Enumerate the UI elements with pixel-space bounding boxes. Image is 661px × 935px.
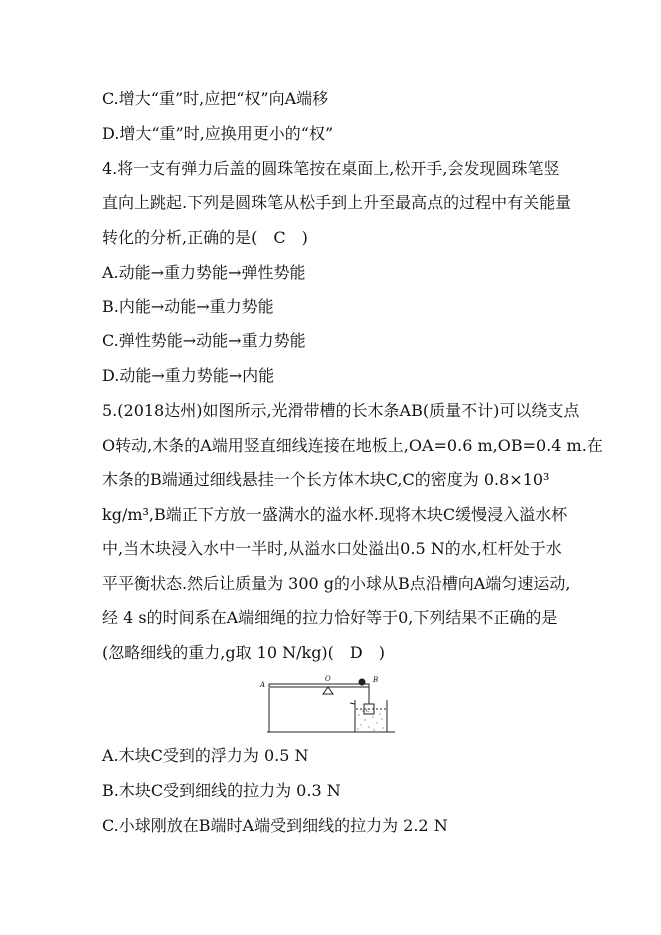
option-4c: C.弹性势能→动能→重力势能 xyxy=(102,331,306,350)
question-4-line-2: 直向上跳起.下列是圆珠笔从松手到上升至最高点的过程中有关能量 xyxy=(102,193,572,212)
lever-bar xyxy=(269,684,369,687)
question-5-line-2: O转动,木条的A端用竖直细线连接在地板上,OA=0.6 m,OB=0.4 m.在 xyxy=(102,436,603,455)
question-4-line-1: 4.将一支有弹力后盖的圆珠笔按在桌面上,松开手,会发现圆珠笔竖 xyxy=(102,159,560,178)
option-5a: A.木块C受到的浮力为 0.5 N xyxy=(102,746,309,765)
label-b: B xyxy=(373,676,379,684)
question-5-line-6: 平平衡状态.然后让质量为 300 g的小球从B点沿槽向A端匀速运动, xyxy=(102,574,571,593)
option-3d: D.增大“重”时,应换用更小的“权” xyxy=(102,124,334,143)
option-4a: A.动能→重力势能→弹性势能 xyxy=(102,263,306,282)
option-5b: B.木块C受到细线的拉力为 0.3 N xyxy=(102,781,341,800)
question-5-line-5: 中,当木块浸入水中一半时,从溢水口处溢出0.5 N的水,杠杆处于水 xyxy=(102,539,562,558)
label-a: A xyxy=(260,681,266,689)
option-4b: B.内能→动能→重力势能 xyxy=(102,297,274,316)
pivot-triangle xyxy=(323,687,333,694)
option-5c: C.小球刚放在B端时A端受到细线的拉力为 2.2 N xyxy=(102,816,448,835)
overflow-spout xyxy=(350,703,355,704)
option-3c: C.增大“重”时,应把“权”向A端移 xyxy=(102,89,329,108)
question-5-line-4: kg/m³,B端正下方放一盛满水的溢水杯.现将木块C缓慢浸入溢水杯 xyxy=(102,505,568,524)
question-5-line-3: 木条的B端通过细线悬挂一个长方体木块C,C的密度为 0.8×10³ xyxy=(102,470,550,489)
label-o: O xyxy=(325,675,331,683)
label-c: C xyxy=(366,708,370,714)
option-4d: D.动能→重力势能→内能 xyxy=(102,366,275,385)
question-5-line-8: (忽略细线的重力,g取 10 N/kg)( D ) xyxy=(102,643,385,662)
lever-diagram xyxy=(255,670,405,734)
question-5-line-1: 5.(2018达州)如图所示,光滑带槽的长木条AB(质量不计)可以绕支点 xyxy=(102,401,580,420)
question-4-line-3: 转化的分析,正确的是( C ) xyxy=(102,228,308,247)
ball xyxy=(359,679,365,685)
question-5-line-7: 经 4 s的时间系在A端细绳的拉力恰好等于0,下列结果不正确的是 xyxy=(102,608,558,627)
